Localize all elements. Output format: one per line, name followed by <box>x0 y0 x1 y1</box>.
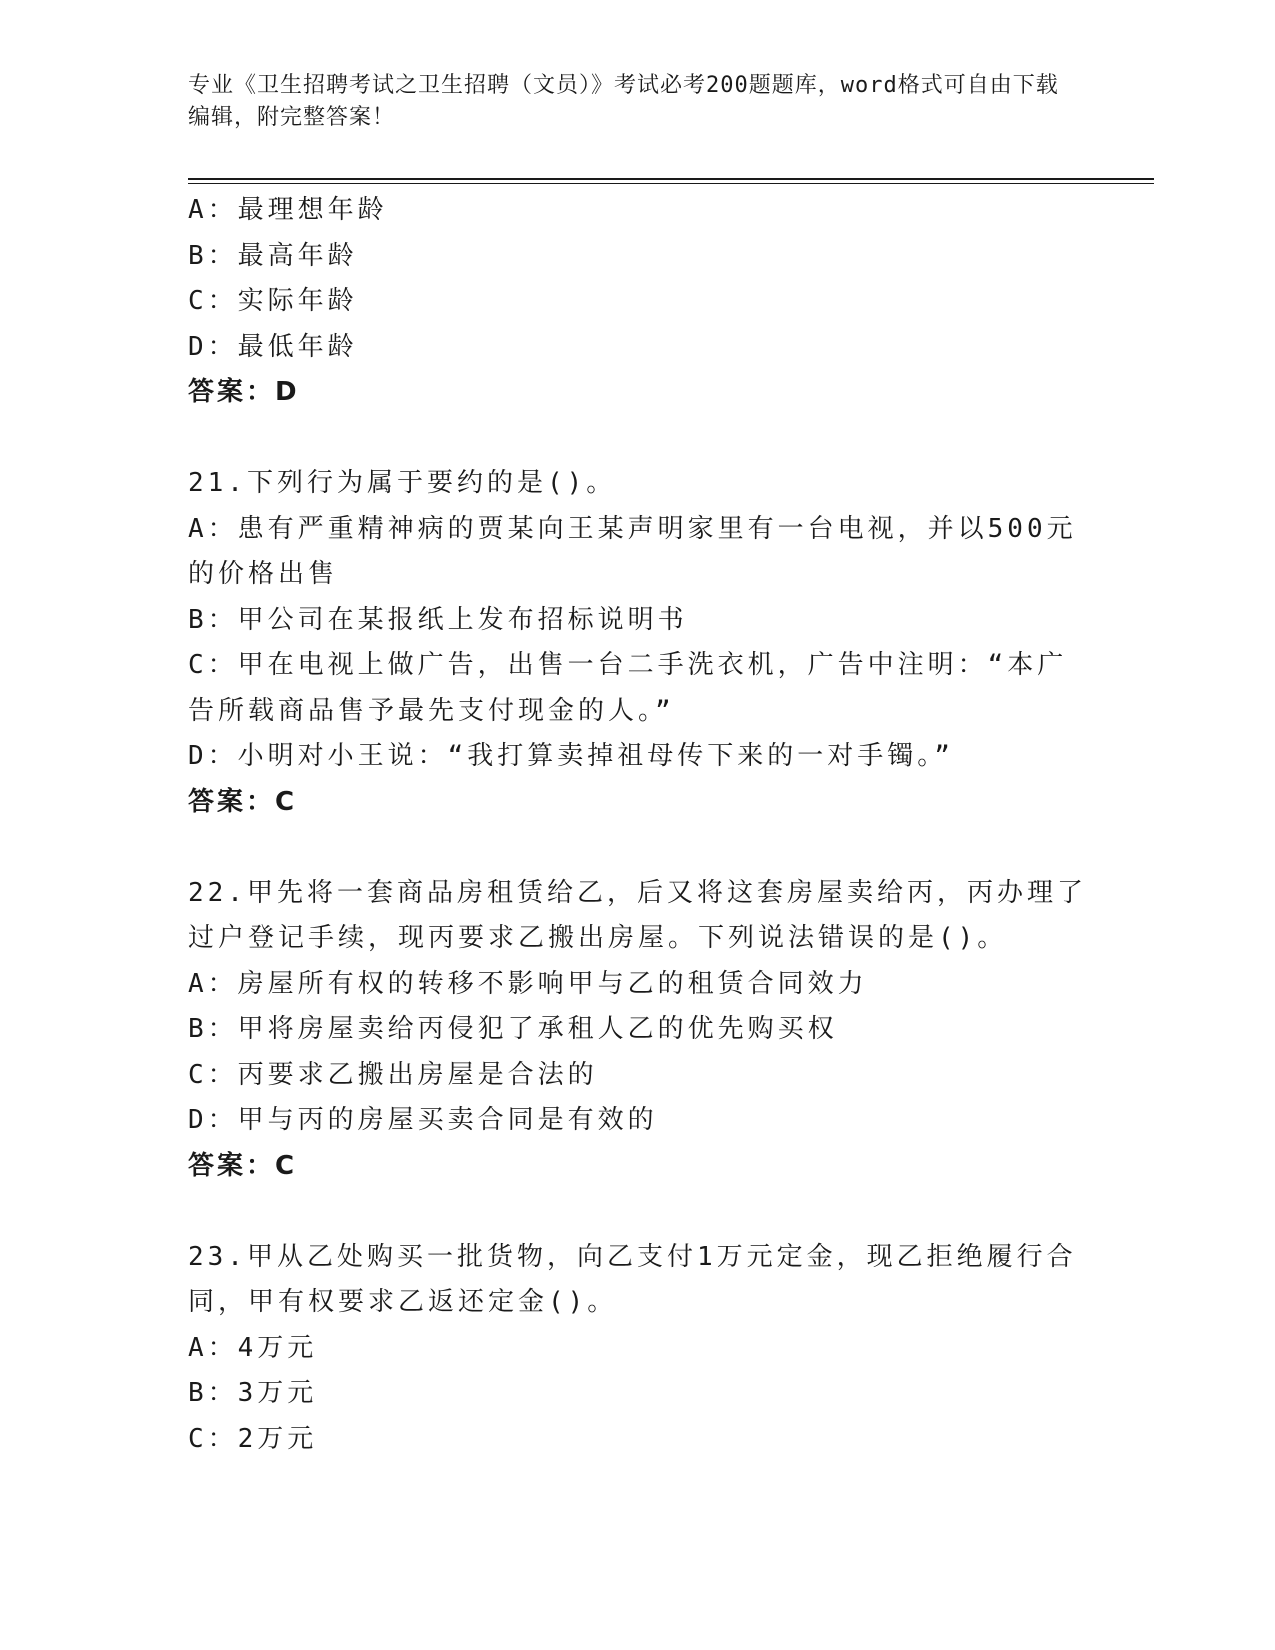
question-spacer <box>188 416 1088 462</box>
page-header: 专业《卫生招聘考试之卫生招聘（文员）》考试必考200题题库，word格式可自由下载编辑，附完整答案！ <box>188 73 1059 130</box>
option-c <box>188 643 1088 734</box>
option-label: B： <box>188 604 238 635</box>
option-a <box>188 188 1088 234</box>
option-c <box>188 1053 1088 1099</box>
header-divider-thin <box>188 183 1154 184</box>
option-text: 实际年龄 <box>237 286 358 316</box>
option-text: 甲将房屋卖给丙侵犯了承租人乙的优先购买权 <box>237 1014 838 1044</box>
option-c <box>188 1417 1088 1463</box>
option-text: 最低年龄 <box>237 331 358 362</box>
question-block-23 <box>188 1235 1088 1463</box>
option-d <box>188 734 1088 780</box>
option-text: 4万元 <box>237 1332 318 1363</box>
option-a <box>188 507 1088 598</box>
option-label: C： <box>188 1423 238 1454</box>
option-label: D： <box>188 741 238 771</box>
option-text: 甲在电视上做广告，出售一台二手洗衣机，广告中注明：“本广告所载商品售予最先支付现金的人。” <box>188 650 1068 726</box>
option-b <box>188 1007 1088 1053</box>
option-text: 最理想年龄 <box>237 195 388 225</box>
option-label: B： <box>188 1014 238 1044</box>
option-label: B： <box>188 1378 238 1408</box>
option-b <box>188 234 1088 280</box>
option-text: 甲与丙的房屋买卖合同是有效的 <box>237 1105 658 1135</box>
option-text: 2万元 <box>237 1423 318 1454</box>
option-a <box>188 962 1088 1008</box>
option-text: 小明对小王说：“我打算卖掉祖母传下来的一对手镯。” <box>237 741 954 771</box>
option-text: 患有严重精神病的贾某向王某声明家里有一台电视，并以500元的价格出售 <box>188 513 1077 589</box>
option-label: A： <box>188 968 238 999</box>
option-label: B： <box>188 240 238 271</box>
option-label: C： <box>188 1059 238 1090</box>
answer-line: 答案：D <box>188 377 300 407</box>
option-c <box>188 279 1088 325</box>
answer-line: 答案：C <box>188 786 298 817</box>
question-stem: 22.甲先将一套商品房租赁给乙，后又将这套房屋卖给丙，丙办理了过户登记手续，现丙要求乙搬出房屋。下列说法错误的是()。 <box>188 877 1087 953</box>
option-text: 房屋所有权的转移不影响甲与乙的租赁合同效力 <box>237 968 868 999</box>
option-label: C： <box>188 286 238 316</box>
question-stem: 23.甲从乙处购买一批货物，向乙支付1万元定金，现乙拒绝履行合同，甲有权要求乙返还定金()。 <box>188 1241 1077 1317</box>
option-a <box>188 1326 1088 1372</box>
answer-line: 答案：C <box>188 1150 298 1181</box>
question-block-22 <box>188 871 1088 1190</box>
option-label: D： <box>188 1105 238 1135</box>
question-list <box>188 188 1088 1462</box>
question-block-21 <box>188 461 1088 825</box>
option-d <box>188 325 1088 371</box>
option-text: 最高年龄 <box>237 240 358 271</box>
option-text: 丙要求乙搬出房屋是合法的 <box>237 1059 598 1090</box>
question-stem: 21.下列行为属于要约的是()。 <box>188 468 617 498</box>
option-label: A： <box>188 195 238 225</box>
option-label: A： <box>188 513 238 544</box>
option-b <box>188 598 1088 644</box>
question-block-prev <box>188 188 1088 416</box>
option-label: A： <box>188 1332 238 1363</box>
question-spacer <box>188 825 1088 871</box>
option-label: C： <box>188 650 238 680</box>
option-d <box>188 1098 1088 1144</box>
option-text: 3万元 <box>237 1378 318 1408</box>
question-spacer <box>188 1189 1088 1235</box>
option-label: D： <box>188 331 238 362</box>
header-divider-thick <box>188 178 1154 180</box>
option-b <box>188 1371 1088 1417</box>
option-text: 甲公司在某报纸上发布招标说明书 <box>237 604 688 635</box>
